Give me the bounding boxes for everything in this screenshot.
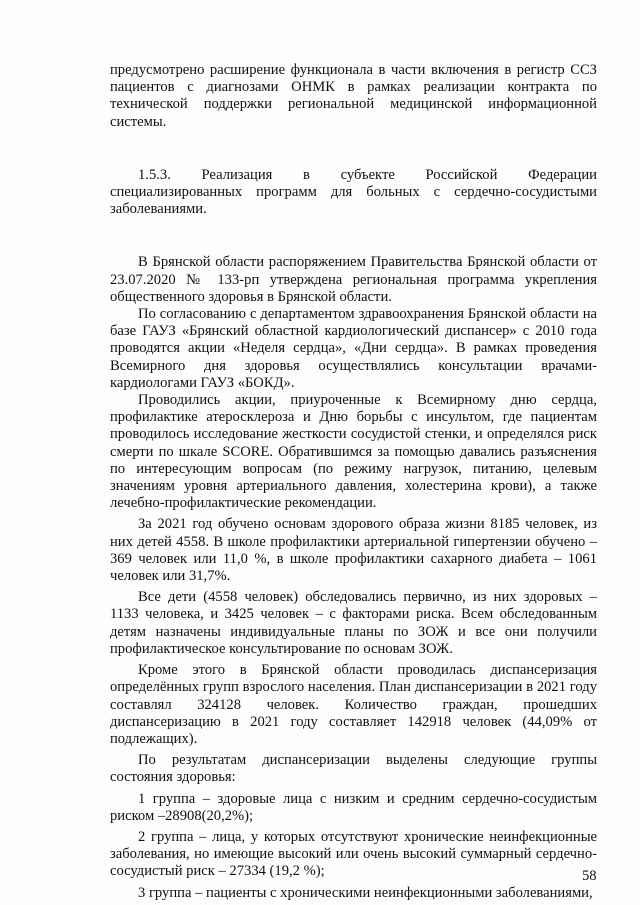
paragraph-awareness-actions: Проводились акции, приуроченные к Всемирному дню сердца, профилактике атеросклероза и Дню борьбы с инсультом, где пациентам проводилось исследование жесткости сосудистой стенки, и определялся риск смерти по шкале SCORE. Обратившимся за помощью давались разъяснения по интересующим вопросам (по режиму нагрузок, питанию, целевым значениям уровня артериального давления, холестерина крови), а также лечебно-профилактические рекомендации. [110, 392, 597, 512]
list-item-group-3: 3 группа – пациенты с хроническими неинфекционными заболеваниями, [138, 884, 593, 901]
page-number: 58 [582, 868, 597, 884]
paragraph-training-stats: За 2021 год обучено основам здорового образа жизни 8185 человек, из них детей 4558. В школе профилактики артериальной гипертензии обучено – 369 человек или 11,0 %, в школе профилактики сахарного диабета – 1061 человек или 31,7%. [110, 516, 597, 585]
paragraph-health-groups-intro: По результатам диспансеризации выделены следующие группы состояния здоровья: [110, 752, 597, 786]
paragraph-dispensarization: Кроме этого в Брянской области проводилась диспансеризация определённых групп взрослого населения. План диспансеризации в 2021 году составлял 324128 человек. Количество граждан, прошедших диспансеризацию в 2021 году составляет 142918 человек (44,09% от подлежащих). [110, 662, 597, 747]
paragraph-children-examined: Все дети (4558 человек) обследовались первично, из них здоровых – 1133 человека, и 3425 человек – с факторами риска. Всем обследованным детям назначены индивидуальные планы по ЗОЖ и все они получили профилактическое консультирование по основам ЗОЖ. [110, 589, 597, 657]
paragraph-registry-continuation: предусмотрено расширение функционала в части включения в регистр ССЗ пациентов с диагнозами ОНМК в рамках реализации контракта по технической поддержки региональной медицинской информационной системы. [110, 62, 597, 130]
paragraph-regional-program: В Брянской области распоряжением Правительства Брянской области от 23.07.2020 № 133-рп утверждена региональная программа укрепления общественного здоровья в Брянской области. [110, 254, 597, 305]
list-item-group-1: 1 группа – здоровые лица с низким и средним сердечно-сосудистым риском –28908(20,2%); [110, 790, 597, 824]
paragraph-heart-week: По согласованию с департаментом здравоохранения Брянской области на базе ГАУЗ «Брянский областной кардиологический диспансер» с 2010 года проводятся акции «Неделя сердца», «Дни сердца». В рамках проведения Всемирного дня здоровья осуществлялись консультации врачами-кардиологами ГАУЗ «БОКД». [110, 306, 597, 391]
list-item-group-2: 2 группа – лица, у которых отсутствуют хронические неинфекционные заболевания, но имеющие высокий или очень высокий суммарный сердечно-сосудистый риск – 27334 (19,2 %); [110, 828, 597, 880]
section-heading-1-5-3: 1.5.3. Реализация в субъекте Российской Федерации специализированных программ для больных с сердечно-сосудистыми заболеваниями. [110, 166, 597, 218]
document-page [110, 62, 597, 902]
